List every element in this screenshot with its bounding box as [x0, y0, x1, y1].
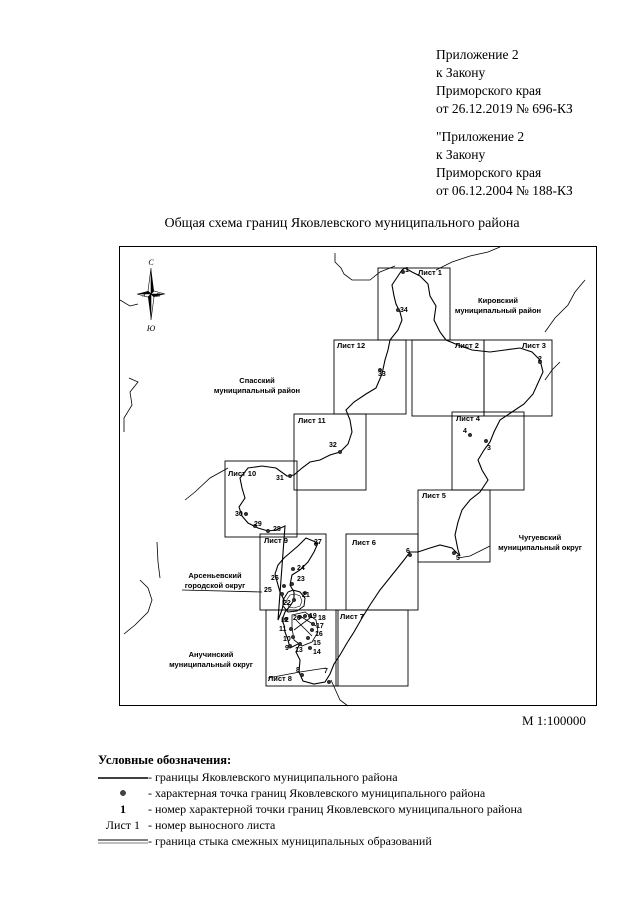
sheet-2-frame: [412, 340, 484, 416]
appendix-line: "Приложение 2: [436, 129, 525, 144]
sheet-12-frame: [334, 340, 406, 414]
sheet-label: Лист 11: [298, 416, 326, 425]
point-number: 17: [316, 623, 324, 630]
boundary-point-dot: [306, 636, 310, 640]
neighbor-boundary: [545, 362, 560, 380]
region-anuchinsky-line1: Анучинский: [188, 650, 234, 659]
sheet-label: Лист 9: [264, 536, 288, 545]
neighbor-boundary: [120, 300, 138, 306]
legend-item-boundary: [98, 769, 398, 785]
boundary-point-dot: [282, 584, 286, 588]
boundary-point-dot: [303, 614, 307, 618]
point-number: 5: [456, 555, 460, 562]
compass-rose-icon: [137, 258, 165, 333]
sheet-label: Лист 8: [268, 674, 292, 683]
legend-label: - граница стыка смежных муниципальных образований: [148, 834, 432, 848]
point-number: 28: [273, 526, 281, 533]
map-scale: М 1:100000: [522, 713, 586, 728]
boundary-point-dot: [291, 635, 295, 639]
point-number: 14: [313, 649, 321, 656]
boundary-point-dot: [338, 450, 342, 454]
point-number: 4: [463, 428, 467, 435]
point-number: 34: [400, 307, 408, 314]
point-number: 6: [406, 548, 410, 555]
legend-line-symbol: [98, 769, 148, 785]
boundary-point-dot: [288, 474, 292, 478]
point-number: 12: [281, 617, 289, 624]
legend-item-sheet: [98, 817, 276, 833]
sheet-label: Лист 12: [337, 341, 366, 350]
neighbor-boundary: [124, 378, 138, 432]
document-title: Общая схема границ Яковлевского муниципального района: [164, 216, 520, 231]
legend-item-junction: [98, 833, 432, 849]
point-number: 18: [318, 615, 326, 622]
boundary-point-dot: [290, 582, 294, 586]
point-number: 24: [297, 565, 305, 572]
point-number: 2: [538, 356, 542, 363]
legend-item-point: [98, 785, 486, 801]
neighbor-boundary: [157, 542, 160, 578]
compass-east: В: [156, 293, 160, 299]
point-number: 3: [487, 445, 491, 452]
point-number: 31: [276, 475, 284, 482]
region-arsenyevsky-line2: городской округ: [184, 581, 246, 590]
sheet-label: Лист 4: [456, 414, 480, 423]
sheet-label: Лист 7: [340, 612, 364, 621]
appendix-line: Приморского края: [436, 165, 542, 180]
neighbor-boundary: [458, 546, 490, 558]
point-number: 10: [283, 636, 291, 643]
point-number: 30: [235, 511, 243, 518]
sheet-label: Лист 2: [455, 341, 479, 350]
neighbor-boundary: [124, 580, 152, 634]
legend-number-symbol: 1: [120, 802, 126, 816]
point-number: 1: [405, 267, 409, 274]
compass-west: З: [142, 293, 146, 299]
neighbor-boundary: [182, 590, 262, 592]
point-number: 7: [324, 668, 328, 675]
appendix-line: Приложение 2: [436, 47, 519, 62]
compass-north: С: [148, 258, 154, 267]
region-spassky-line2: муниципальный район: [213, 386, 301, 395]
point-number: 26: [271, 575, 279, 582]
appendix-line: Приморского края: [436, 83, 542, 98]
neighbor-boundary: [545, 280, 585, 332]
legend-dot-symbol: [98, 785, 148, 801]
region-arsenyevsky-line1: Арсеньевский: [188, 571, 242, 580]
region-kirovsky-line2: муниципальный район: [454, 306, 542, 315]
boundary-points: [244, 270, 542, 684]
boundary-point-dot: [311, 622, 315, 626]
boundary-point-dot: [308, 646, 312, 650]
boundary-point-dot: [484, 439, 488, 443]
region-chuguevsky-line2: муниципальный округ: [498, 543, 582, 552]
legend-label: - характерная точка границ Яковлевского муниципального района: [148, 786, 486, 800]
boundary-point-dot: [298, 642, 302, 646]
point-number: 13: [295, 647, 303, 654]
neighbor-boundary: [436, 247, 500, 270]
appendix-line: к Закону: [436, 147, 486, 162]
point-number: 32: [329, 442, 337, 449]
region-spassky-line1: Спасский: [239, 376, 275, 385]
neighbor-boundary: [331, 680, 348, 706]
sheet-label: Лист 10: [228, 469, 257, 478]
boundary-point-dot: [327, 680, 331, 684]
point-number: 22: [283, 600, 291, 607]
boundary-point-dot: [244, 512, 248, 516]
point-number: 15: [313, 640, 321, 647]
appendix-line: к Закону: [436, 65, 486, 80]
sheet-label: Лист 6: [352, 538, 376, 547]
point-number: 33: [378, 371, 386, 378]
boundary-point-dot: [289, 627, 293, 631]
sheet-label: Лист 3: [522, 341, 546, 350]
point-number: 8: [296, 667, 300, 674]
boundary-point-dot: [280, 592, 284, 596]
point-number: 21: [302, 592, 310, 599]
boundary-point-dot: [310, 628, 314, 632]
sheet-label: Лист 1: [418, 268, 442, 277]
legend-label: - границы Яковлевского муниципального района: [148, 770, 398, 784]
boundary-point-dot: [266, 529, 270, 533]
legend-label: - номер характерной точки границ Яковлевского муниципального района: [148, 802, 523, 816]
legend-item-point-number: [98, 801, 523, 817]
region-kirovsky-line1: Кировский: [478, 296, 518, 305]
point-number: 20: [293, 615, 301, 622]
sheet-label: Лист 5: [422, 491, 446, 500]
point-number: 16: [315, 631, 323, 638]
legend-title: Условные обозначения:: [98, 753, 232, 767]
point-number: 25: [264, 587, 272, 594]
appendix-line: от 26.12.2019 № 696-КЗ: [436, 101, 573, 116]
region-anuchinsky-line2: муниципальный округ: [169, 660, 253, 669]
appendix-line: от 06.12.2004 № 188-КЗ: [436, 183, 573, 198]
point-number: 9: [285, 645, 289, 652]
compass-south: Ю: [146, 324, 156, 333]
boundary-point-dot: [468, 433, 472, 437]
point-number: 29: [254, 521, 262, 528]
boundary-point-dot: [300, 673, 304, 677]
boundary-point-dot: [291, 567, 295, 571]
sheet-11-frame: [294, 414, 366, 490]
legend-label: - номер выносного листа: [148, 818, 276, 832]
neighbor-boundary: [335, 253, 395, 280]
legend-sheet-symbol: Лист 1: [105, 818, 141, 832]
point-number: 23: [297, 576, 305, 583]
sheet-7-frame: [336, 610, 408, 686]
region-chuguevsky-line1: Чугуевский: [518, 533, 562, 542]
point-number: 27: [314, 539, 322, 546]
neighbor-boundary: [185, 468, 228, 500]
boundary-point-dot: [292, 598, 296, 602]
point-number: 11: [279, 626, 287, 633]
point-number: 19: [309, 613, 317, 620]
legend: [98, 753, 523, 849]
legend-double-line-symbol: [98, 833, 148, 849]
